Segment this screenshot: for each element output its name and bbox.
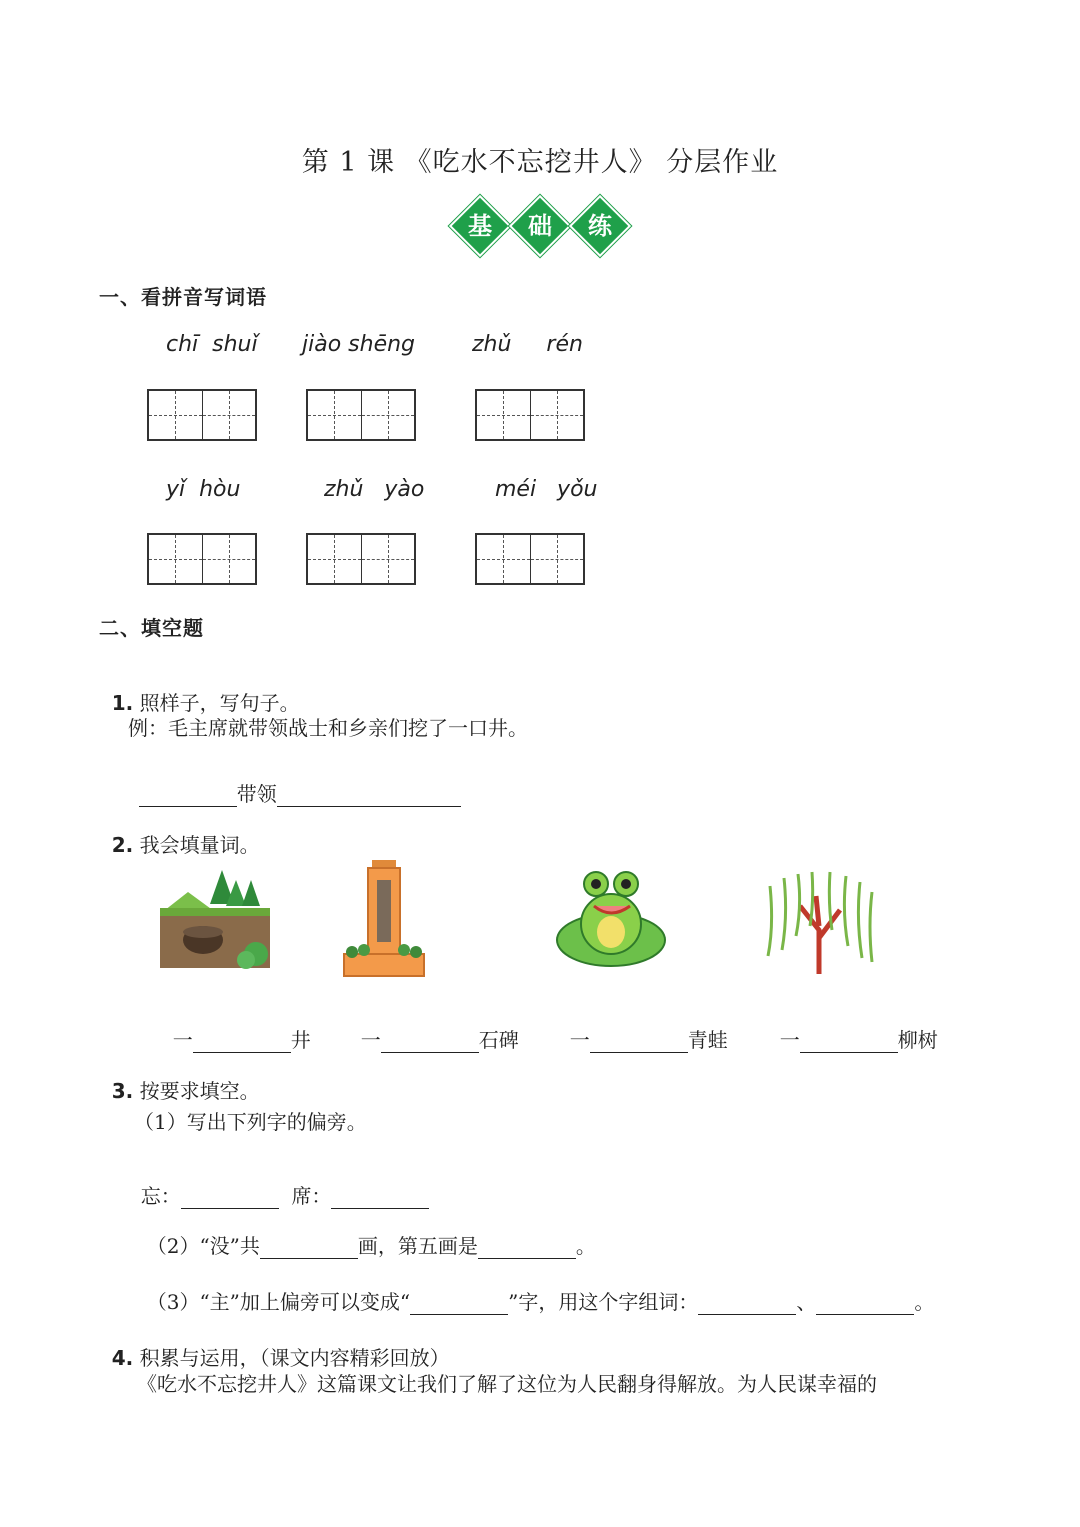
- writing-grid[interactable]: [475, 533, 585, 585]
- pinyin-2: jiào shēng: [302, 332, 416, 357]
- pinyin-1: chī shuǐ: [166, 332, 258, 357]
- q1-example: 例：毛主席就带领战士和乡亲们挖了一口井。: [128, 716, 528, 740]
- pinyin-4: yǐ hòu: [166, 477, 241, 502]
- frog-image: [554, 866, 668, 970]
- q2: 2. 我会填量词。: [111, 833, 260, 857]
- answer-blank[interactable]: [800, 1030, 898, 1053]
- page-title: 第 1 课 《吃水不忘挖井人》 分层作业: [301, 147, 779, 178]
- writing-grid[interactable]: [147, 533, 257, 585]
- writing-grid[interactable]: [306, 389, 416, 441]
- q1: 1. 照样子，写句子。: [111, 691, 300, 715]
- stone-monument-image: [340, 856, 428, 980]
- writing-grid[interactable]: [475, 389, 585, 441]
- answer-blank[interactable]: [816, 1292, 914, 1315]
- badge-1: 基: [452, 198, 508, 254]
- badge-2: 础: [512, 198, 568, 254]
- q3: 3. 按要求填空。: [111, 1079, 260, 1103]
- measure-word-4: 一 柳树: [779, 1028, 938, 1052]
- q4: 4. 积累与运用，（课文内容精彩回放）: [111, 1346, 450, 1370]
- section1-heading: 一、看拼音写词语: [99, 285, 267, 309]
- answer-blank[interactable]: [410, 1292, 508, 1315]
- measure-word-2: 一 石碑: [360, 1028, 519, 1052]
- well-image: [158, 862, 272, 970]
- q4-body: 《吃水不忘挖井人》这篇课文让我们了解了这位为人民翻身得解放。为人民谋幸福的: [137, 1372, 877, 1396]
- answer-blank[interactable]: [139, 784, 237, 807]
- badge-3: 练: [572, 198, 628, 254]
- answer-blank[interactable]: [381, 1030, 479, 1053]
- section-badge: [452, 198, 632, 254]
- pinyin-3: zhǔ rén: [472, 332, 583, 357]
- q3-radicals: 忘： 席：: [128, 1156, 429, 1209]
- answer-blank[interactable]: [260, 1236, 358, 1259]
- pinyin-5: zhǔ yào: [324, 477, 425, 502]
- answer-blank[interactable]: [698, 1292, 796, 1315]
- q3-part1: （1）写出下列字的偏旁。: [134, 1110, 367, 1134]
- section2-heading: 二、填空题: [99, 616, 204, 640]
- writing-grid[interactable]: [147, 389, 257, 441]
- q3-part2: （2）“没”共 画，第五画是 。: [146, 1234, 596, 1258]
- answer-blank[interactable]: [193, 1030, 291, 1053]
- q1-answer-row: 带领: [126, 754, 461, 807]
- measure-word-1: 一 井: [172, 1028, 311, 1052]
- willow-tree-image: [760, 866, 878, 976]
- answer-blank[interactable]: [478, 1236, 576, 1259]
- answer-blank[interactable]: [277, 784, 461, 807]
- answer-blank[interactable]: [590, 1030, 688, 1053]
- pinyin-6: méi yǒu: [495, 477, 598, 502]
- measure-word-3: 一 青蛙: [569, 1028, 728, 1052]
- writing-grid[interactable]: [306, 533, 416, 585]
- q3-part3: （3）“主”加上偏旁可以变成“ ”字，用这个字组词： 、 。: [146, 1290, 935, 1314]
